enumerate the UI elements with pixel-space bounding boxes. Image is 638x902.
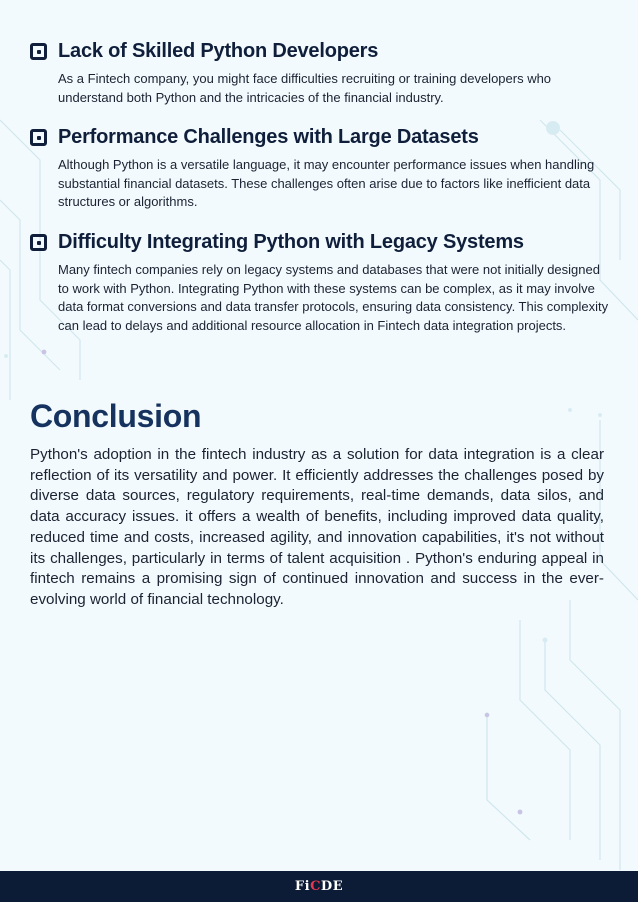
section-title: Lack of Skilled Python Developers xyxy=(58,40,379,62)
ficode-logo: FiCDE xyxy=(294,879,344,894)
challenge-section-1 xyxy=(30,40,610,107)
challenge-section-2 xyxy=(30,126,610,212)
footer-bar xyxy=(0,871,638,902)
section-body: Many fintech companies rely on legacy systems and databases that were not initially designed to work with Python. Integrating Python with these systems can be complex, as it may involve data format conversions and data transfer protocols, ensuring data consistency. This complexity can lead to delays and additional resource allocation in Fintech data integration projects. xyxy=(58,262,609,333)
section-body: Although Python is a versatile language, it may encounter performance issues when handling substantial financial datasets. These challenges often arise due to factors like inefficient data structures or algorithms. xyxy=(58,157,595,209)
conclusion-paragraph: Python's adoption in the fintech industry as a solution for data integration is a clear reflection of its versatility and power. It efficiently addresses the challenges posed by diverse data sources, regulatory requirements, real-time demands, data silos, and data accuracy issues. it offers a wealth of benefits, including improved data quality, reduced time and costs, increased agility, and innovation capabilities, it's not without its challenges, particularly in terms of talent acquisition . Python's enduring appeal in fintech remains a promising sign of continued innovation and success in the ever-evolving world of financial technology. xyxy=(30,446,604,608)
square-bullet-icon xyxy=(30,234,47,251)
section-title: Performance Challenges with Large Datasets xyxy=(58,126,479,148)
square-bullet-icon xyxy=(30,129,47,146)
section-title: Difficulty Integrating Python with Legacy Systems xyxy=(58,231,524,253)
section-body: As a Fintech company, you might face difficulties recruiting or training developers who understand both Python and the intricacies of the financial industry. xyxy=(58,71,552,105)
challenge-section-3 xyxy=(30,231,610,335)
conclusion-heading: Conclusion xyxy=(30,398,202,434)
square-bullet-icon xyxy=(30,43,47,60)
